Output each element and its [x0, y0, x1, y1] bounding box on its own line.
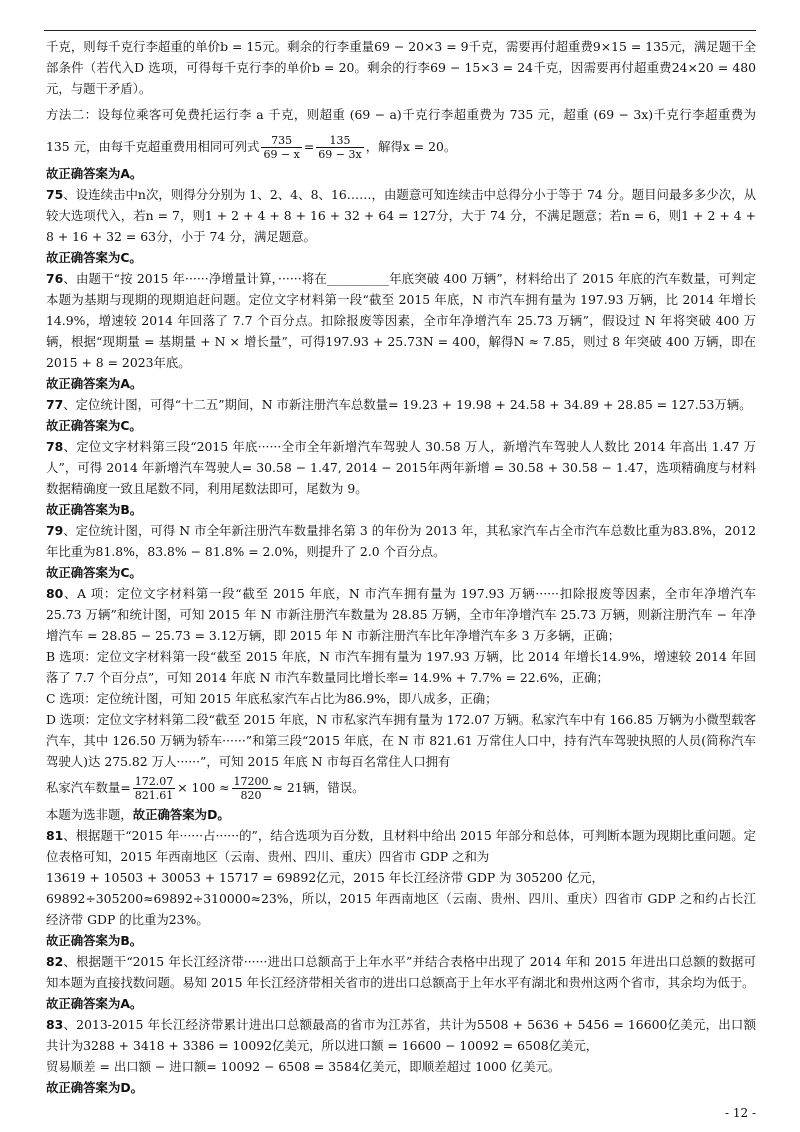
paragraph: 千克，则每千克行李超重的单价b = 15元。剩余的行李重量69 − 20×3 = 9千克，需要再付超重费9×15 = 135元，满足题干全部条件（若代入D 选项，可得每千克行李的单价b = 20。剩余的行李69 − 15×3 = 24千克，因需要再付超重费24×20 = 480元，与题干矛盾）。 [46, 39, 756, 96]
option-d-formula: 私家汽车数量= $\frac{172.07}{821.61}$ × 100 ≈ $\frac{17200}{820}$ ≈ 21辆，错误。 [46, 775, 365, 802]
fraction: $\frac{172.07}{821.61}$ [134, 775, 174, 802]
question-75: 75、设连续击中n次，则得分分别为 1、2、4、8、16……，由题意可知连续击中总得分小于等于 74 分。题目问最多多少次，从较大选项代入，若n = 7，则1 + 2 + 4 + 8 + 16 + 32 + 64 = 127分，大于 74 分，不满足题意；若n = 6，则1 + 2 + 4 + 8 + 16 + 32 = 63分，小于 74 分，满足题意。 [46, 187, 756, 244]
answer-line: 故正确答案为A。 [46, 996, 143, 1011]
document-body [46, 36, 756, 1098]
question-77: 77、定位统计图，可得“十二五”期间，N 市新注册汽车总数量= 19.23 + 19.98 + 24.58 + 34.89 + 28.85 = 127.53万辆。 [46, 397, 752, 412]
question-79: 79、定位统计图，可得 N 市全年新注册汽车数量排名第 3 的年份为 2013 年，其私家汽车占全市汽车总数比重为83.8%，2012 年比重为81.8%，83.8% − 81.8% = 2.0%，则提升了 2.0 个百分点。 [46, 523, 756, 559]
option-b: B 选项：定位文字材料第一段“截至 2015 年底，N 市汽车拥有量为 197.93 万辆，比 2014 年增长14.9%，增速较 2014 年回落了 7.7 个百分点”，可知 2014 年底 N 市汽车数量同比增长率= 14.9% + 7.7% = 22.6%，正确； [46, 649, 756, 685]
question-76: 76、由题干“按 2015 年······净增量计算，······将在__________年底突破 400 万辆”，材料给出了 2015 年底的汽车数量，可判定本题为基期与现期的现期追赶问题。定位文字材料第一段“截至 2015 年底，N 市汽车拥有量为 197.93 万辆，比 2014 年增长14.9%，增速较 2014 年回落了 7.7 个百分点。扣除报废等因素，全市年净增汽车 25.73 万辆”，假设过 N 年将突破 400 万辆，根据“现期量 = 基期量 + N × 增长量”，可得197.93 + 25.73N = 400，解得N ≈ 7.85，则过 8 年突破 400 万辆，即在2015 + 8 = 2023年底。 [46, 271, 756, 370]
fraction: $\frac{135}{69 - 3x}$ [318, 134, 362, 161]
header-rule [44, 30, 756, 31]
answer-line: 故正确答案为B。 [46, 933, 143, 948]
question-82: 82、根据题干“2015 年长江经济带······进出口总额高于上年水平”并结合表格中出现了 2014 年和 2015 年进出口总额的数据可知本题为直接找数问题。易知 2015 年长江经济带相关省市的进出口总额高于上年水平有湖北和贵州这两个省市，其余均为低于。 [46, 954, 756, 990]
option-c: C 选项：定位统计图，可知 2015 年底私家汽车占比为86.9%，即八成多，正确； [46, 691, 498, 706]
answer-line: 故正确答案为A。 [46, 376, 143, 391]
fraction: $\frac{17200}{820}$ [233, 775, 269, 802]
question-80: 80、A 项：定位文字材料第一段“截至 2015 年底，N 市汽车拥有量为 197.93 万辆······扣除报废等因素，全市年净增汽车 25.73 万辆”和统计图，可知 2015 年 N 市新注册汽车数量为 28.85 万辆，全市年净增汽车 25.73 万辆，则新注册汽车 − 年净增汽车 = 28.85 − 25.73 = 3.12万辆，即 2015 年 N 市新注册汽车比年净增汽车多 3 万多辆，正确； [46, 586, 756, 643]
paragraph: 69892÷305200≈69892÷310000≈23%，所以，2015 年西南地区（云南、贵州、四川、重庆）四省市 GDP 之和约占长江经济带 GDP 的比重为23%。 [46, 891, 756, 927]
answer-line: 故正确答案为A。 [46, 166, 143, 181]
paragraph: 13619 + 10503 + 30053 + 15717 = 69892亿元，2015 年长江经济带 GDP 为 305200 亿元， [46, 870, 604, 885]
option-d: D 选项：定位文字材料第二段“截至 2015 年底，N 市私家汽车拥有量为 172.07 万辆。私家汽车中有 166.85 万辆为小微型载客汽车，其中 126.50 万辆为轿车······”和第三段“2015 年底，在 N 市 821.61 万常住人口中，持有汽车驾驶执照的人员(简称汽车驾驶人)达 275.82 万人······”，可知 2015 年底 N 市每百名常住人口拥有 [46, 712, 756, 769]
answer-line: 故正确答案为D。 [46, 1080, 144, 1095]
answer-line: 本题为选非题，故正确答案为D。 [46, 807, 230, 822]
paragraph: 方法二：设每位乘客可免费托运行李 a 千克，则超重 (69 − a)千克行李超重费为 735 元，超重 (69 − 3x)千克行李超重费为 135 元，由每千克超重费用相同可列式 $\frac{735}{69 - x}$ = $\frac{135}{69 - 3x}$ ，解得x = 20。 [46, 107, 756, 161]
answer-line: 故正确答案为C。 [46, 565, 142, 580]
question-78: 78、定位文字材料第三段“2015 年底······全市全年新增汽车驾驶人 30.58 万人，新增汽车驾驶人人数比 2014 年高出 1.47 万人”，可得 2014 年新增汽车驾驶人= 30.58 − 1.47, 2014 − 2015年两年新增 = 30.58 + 30.58 − 1.47，选项精确度与材料数据精确度一致且尾数不同，利用尾数法即可，尾数为 9。 [46, 439, 756, 496]
question-83: 83、2013-2015 年长江经济带累计进出口总额最高的省市为江苏省，共计为5508 + 5636 + 5456 = 16600亿美元，出口额共计为3288 + 3418 + 3386 = 10092亿美元，所以进口额 = 16600 − 10092 = 6508亿美元， [46, 1017, 756, 1053]
fraction: $\frac{735}{69 - x}$ [263, 134, 300, 161]
page-number: - 12 - [724, 1106, 756, 1120]
answer-line: 故正确答案为B。 [46, 502, 143, 517]
answer-line: 故正确答案为C。 [46, 418, 142, 433]
question-81: 81、根据题干“2015 年······占······的”，结合选项为百分数，且材料中给出 2015 年部分和总体，可判断本题为现期比重问题。定位表格可知，2015 年西南地区（云南、贵州、四川、重庆）四省市 GDP 之和为 [46, 828, 756, 864]
answer-line: 故正确答案为C。 [46, 250, 142, 265]
paragraph: 贸易顺差 = 出口额 − 进口额= 10092 − 6508 = 3584亿美元，即顺差超过 1000 亿美元。 [46, 1059, 561, 1074]
